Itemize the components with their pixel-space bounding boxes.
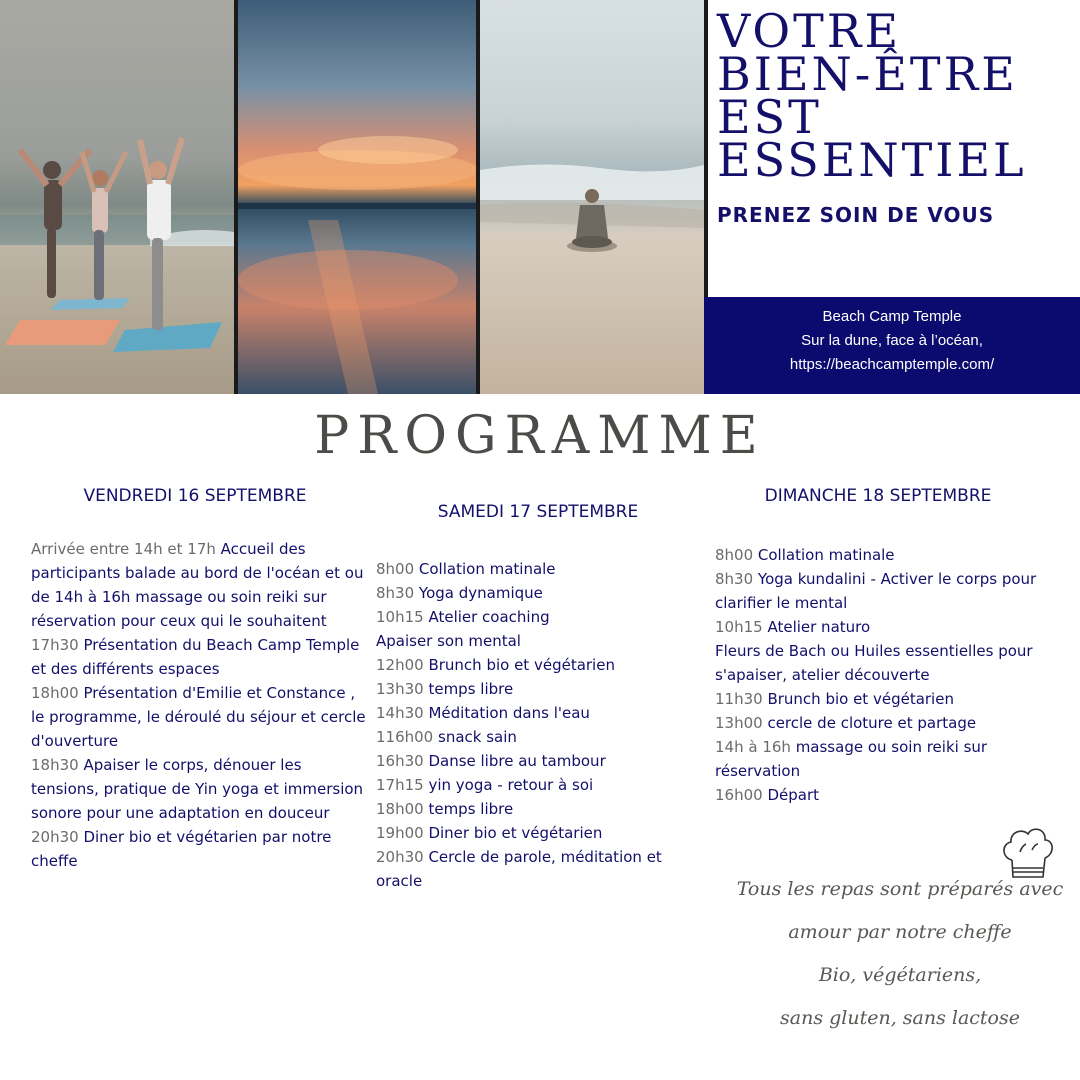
schedule-time: 18h30 [31,756,79,774]
photo-meditation-beach [480,0,704,394]
schedule-item [715,543,1055,567]
schedule-activity: temps libre [423,680,514,698]
schedule-item [31,681,367,753]
schedule-time: 8h30 [715,570,754,588]
sunset-reflection-illustration [238,0,476,394]
photo-beach-yoga-group [0,0,234,394]
schedule-time: 17h15 [376,776,424,794]
schedule-time: 16h00 [715,786,763,804]
schedule-activity: Apaiser son mental [376,632,521,650]
schedule-item [376,677,706,701]
schedule-activity: Présentation d'Emilie et Constance , le programme, le déroulé du séjour et cercle d'ouverture [31,684,366,750]
schedule-item [376,629,706,653]
schedule-activity: Collation matinale [414,560,556,578]
schedule-activity: Cercle de parole, méditation et oracle [376,848,662,890]
subheadline: PRENEZ SOIN DE VOUS [717,203,995,227]
venue-name: Beach Camp Temple [822,308,962,325]
schedule-activity: Danse libre au tambour [423,752,606,770]
headline-line: VOTRE [717,4,902,58]
photo-sunset-reflection [238,0,476,394]
venue-box [704,297,1080,394]
schedule-item [31,633,367,681]
schedule-activity: cercle de cloture et partage [762,714,977,732]
venue-location: Sur la dune, face à l’océan, [801,332,983,349]
meals-note-line: amour par notre cheffe [788,921,1012,943]
schedule-item [376,605,706,629]
schedule-activity: Diner bio et végétarien [423,824,603,842]
schedule-time: 10h15 [715,618,763,636]
schedule-item [31,825,367,873]
schedule-activity: Accueil des participants balade au bord de l'océan et ou de 14h à 16h massage ou soin reiki sur réservation pour ceux qui le souhaitent [31,540,364,630]
schedule-time: 18h00 [31,684,79,702]
schedule-time: 20h30 [31,828,79,846]
schedule-time: 14h30 [376,704,424,722]
day-title-vendredi: VENDREDI 16 SEPTEMBRE [83,486,307,506]
beach-meditation-illustration [480,0,704,394]
schedule-item [376,749,706,773]
schedule-item [715,783,1055,807]
schedule-item [376,653,706,677]
schedule-item [715,735,1055,783]
schedule-activity: Diner bio et végétarien par notre cheffe [31,828,332,870]
schedule-item [31,537,367,633]
schedule-activity: Atelier coaching [423,608,550,626]
beach-yoga-group-illustration [0,0,234,394]
schedule-vendredi [31,537,367,873]
schedule-item [715,615,1055,639]
schedule-activity: Apaiser le corps, dénouer les tensions, pratique de Yin yoga et immersion sonore pour une adaptation en douceur [31,756,364,822]
schedule-item [715,639,1055,687]
headline-line: ESSENTIEL [717,133,1027,187]
schedule-activity: Brunch bio et végétarien [762,690,954,708]
schedule-activity: massage ou soin reiki sur réservation [715,738,988,780]
day-title-samedi: SAMEDI 17 SEPTEMBRE [437,502,639,522]
schedule-item [376,845,706,893]
meals-note-line: Tous les repas sont préparés avec [736,878,1064,900]
headline-line: BIEN-ÊTRE [717,47,1018,101]
schedule-time: 10h15 [376,608,424,626]
day-title-dimanche: DIMANCHE 18 SEPTEMBRE [764,486,992,506]
schedule-activity: Méditation dans l'eau [423,704,590,722]
headline [717,4,1027,187]
schedule-time: 14h à 16h [715,738,791,756]
schedule-time: 17h30 [31,636,79,654]
schedule-activity: Présentation du Beach Camp Temple et des différents espaces [31,636,360,678]
schedule-time: 18h00 [376,800,424,818]
schedule-activity: Yoga dynamique [414,584,543,602]
schedule-time: 8h00 [376,560,415,578]
schedule-activity: temps libre [423,800,514,818]
schedule-time: Arrivée entre 14h et 17h [31,540,221,558]
schedule-activity: Atelier naturo [762,618,871,636]
schedule-item [376,725,706,749]
schedule-activity: Collation matinale [753,546,895,564]
meals-note [715,868,1080,1040]
schedule-item [376,701,706,725]
schedule-time: 8h30 [376,584,415,602]
schedule-activity: Brunch bio et végétarien [423,656,615,674]
schedule-samedi [376,557,706,893]
schedule-activity: Yoga kundalini - Activer le corps pour clarifier le mental [715,570,1037,612]
schedule-activity: Fleurs de Bach ou Huiles essentielles pour s'apaiser, atelier découverte [715,642,1033,684]
schedule-time: 20h30 [376,848,424,866]
schedule-activity: snack sain [433,728,517,746]
schedule-item [376,821,706,845]
schedule-time: 11h30 [715,690,763,708]
schedule-time: 16h30 [376,752,424,770]
schedule-activity: yin yoga - retour à soi [423,776,594,794]
schedule-time: 19h00 [376,824,424,842]
schedule-dimanche [715,543,1055,807]
venue-url[interactable]: https://beachcamptemple.com/ [789,356,995,373]
schedule-time: 13h00 [715,714,763,732]
schedule-time: 116h00 [376,728,434,746]
schedule-time: 13h30 [376,680,424,698]
headline-line: EST [717,90,822,144]
meals-note-line: sans gluten, sans lactose [780,1007,1020,1029]
schedule-item [715,687,1055,711]
schedule-item [376,581,706,605]
programme-title: PROGRAMME [314,406,766,466]
schedule-item [376,773,706,797]
schedule-time: 8h00 [715,546,754,564]
schedule-item [376,797,706,821]
schedule-time: 12h00 [376,656,424,674]
meals-note-line: Bio, végétariens, [818,964,982,986]
schedule-activity: Départ [762,786,819,804]
schedule-item [376,557,706,581]
schedule-item [715,567,1055,615]
schedule-item [31,753,367,825]
schedule-item [715,711,1055,735]
